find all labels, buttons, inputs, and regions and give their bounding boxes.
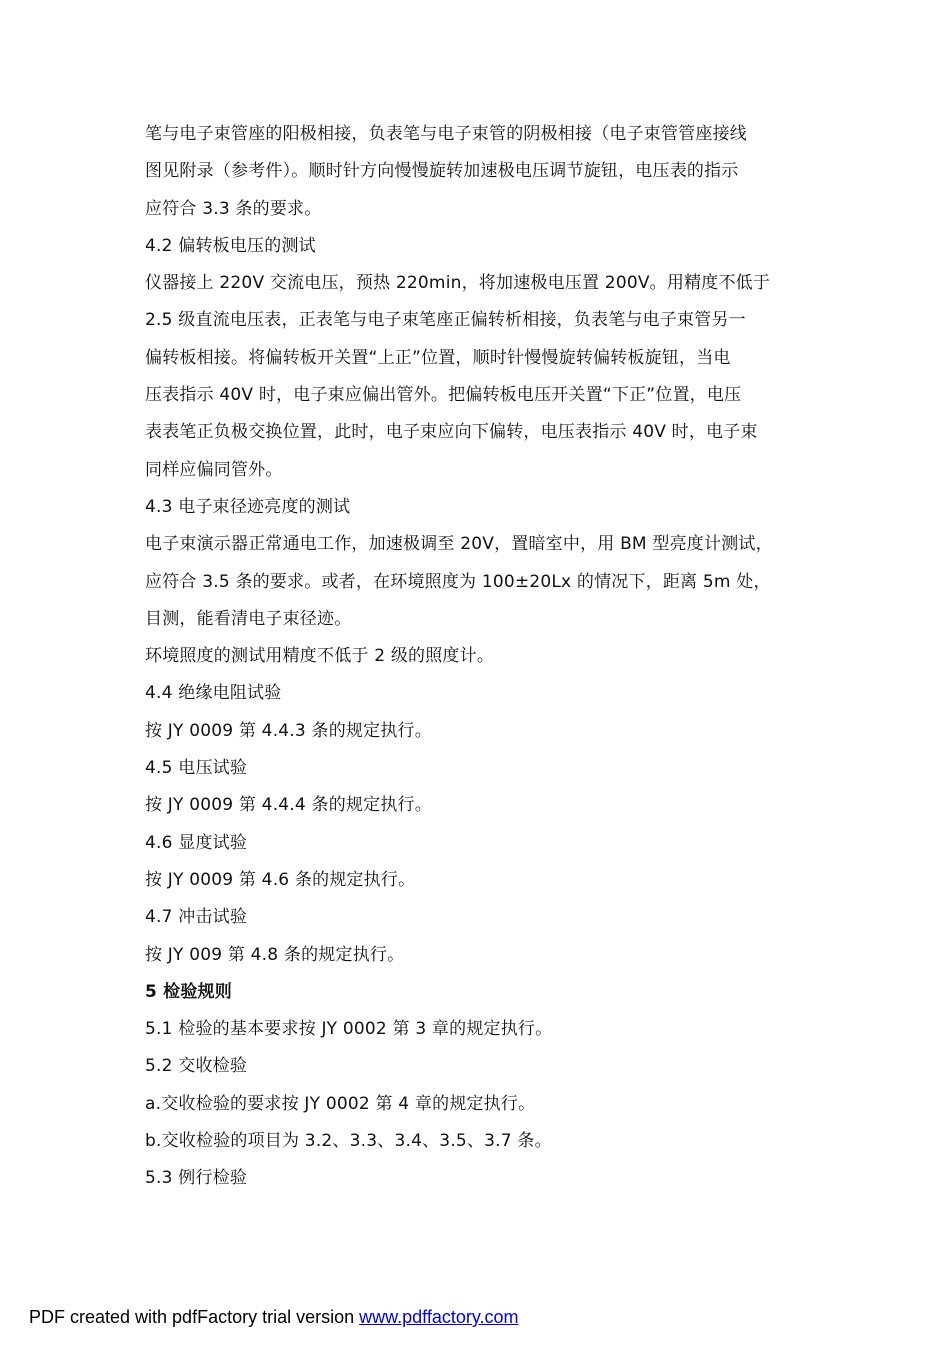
section-heading-4-7: 4.7 冲击试验 — [145, 907, 248, 928]
chapter-heading-5: 5 检验规则 — [145, 981, 232, 1002]
text-line: 应符合 3.3 条的要求。 — [145, 198, 322, 219]
section-heading-5-3: 5.3 例行检验 — [145, 1168, 248, 1189]
text-line: 目测，能看清电子束径迹。 — [145, 608, 352, 629]
text-line: 电子束演示器正常通电工作，加速极调至 20V，置暗室中，用 BM 型亮度计测试， — [145, 534, 773, 555]
section-heading-4-5: 4.5 电压试验 — [145, 758, 248, 779]
text-line: a.交收检验的要求按 JY 0002 第 4 章的规定执行。 — [145, 1093, 536, 1114]
text-line: 笔与电子束管座的阳极相接，负表笔与电子束管的阴极相接（电子束管管座接线 — [145, 124, 747, 144]
text-line: 按 JY 0009 第 4.4.3 条的规定执行。 — [145, 720, 432, 741]
section-heading-4-2: 4.2 偏转板电压的测试 — [145, 235, 316, 256]
footer-text: PDF created with pdfFactory trial version — [29, 1307, 360, 1327]
text-line: 按 JY 0009 第 4.6 条的规定执行。 — [145, 869, 416, 890]
text-line: 5.1 检验的基本要求按 JY 0002 第 3 章的规定执行。 — [145, 1019, 553, 1040]
text-line: 压表指示 40V 时，电子束应偏出管外。把偏转板电压开关置“下正”位置，电压 — [145, 385, 742, 406]
text-line: 按 JY 009 第 4.8 条的规定执行。 — [145, 944, 405, 965]
text-line: 表表笔正负极交换位置，此时，电子束应向下偏转，电压表指示 40V 时，电子束 — [145, 422, 758, 443]
text-line: 偏转板相接。将偏转板开关置“上正”位置，顺时针慢慢旋转偏转板旋钮，当电 — [145, 347, 731, 368]
document-body — [145, 116, 813, 1198]
pdf-footer — [29, 1307, 519, 1328]
section-heading-4-6: 4.6 显度试验 — [145, 832, 248, 853]
text-line: b.交收检验的项目为 3.2、3.3、3.4、3.5、3.7 条。 — [145, 1131, 552, 1152]
text-line: 按 JY 0009 第 4.4.4 条的规定执行。 — [145, 795, 432, 816]
text-line: 应符合 3.5 条的要求。或者，在环境照度为 100±20Lx 的情况下，距离 5m 处， — [145, 571, 771, 592]
section-heading-4-4: 4.4 绝缘电阻试验 — [145, 683, 282, 704]
section-heading-4-3: 4.3 电子束径迹亮度的测试 — [145, 496, 351, 517]
text-line: 仪器接上 220V 交流电压，预热 220min，将加速极电压置 200V。用精度不低于 — [145, 273, 771, 294]
text-line: 图见附录（参考件）。顺时针方向慢慢旋转加速极电压调节旋钮，电压表的指示 — [145, 161, 739, 182]
text-line: 同样应偏同管外。 — [145, 459, 283, 480]
text-line: 2.5 级直流电压表，正表笔与电子束笔座正偏转析相接，负表笔与电子束管另一 — [145, 310, 746, 331]
text-line: 环境照度的测试用精度不低于 2 级的照度计。 — [145, 646, 495, 667]
pdffactory-link[interactable]: www.pdffactory.com — [359, 1307, 519, 1327]
section-heading-5-2: 5.2 交收检验 — [145, 1056, 248, 1077]
